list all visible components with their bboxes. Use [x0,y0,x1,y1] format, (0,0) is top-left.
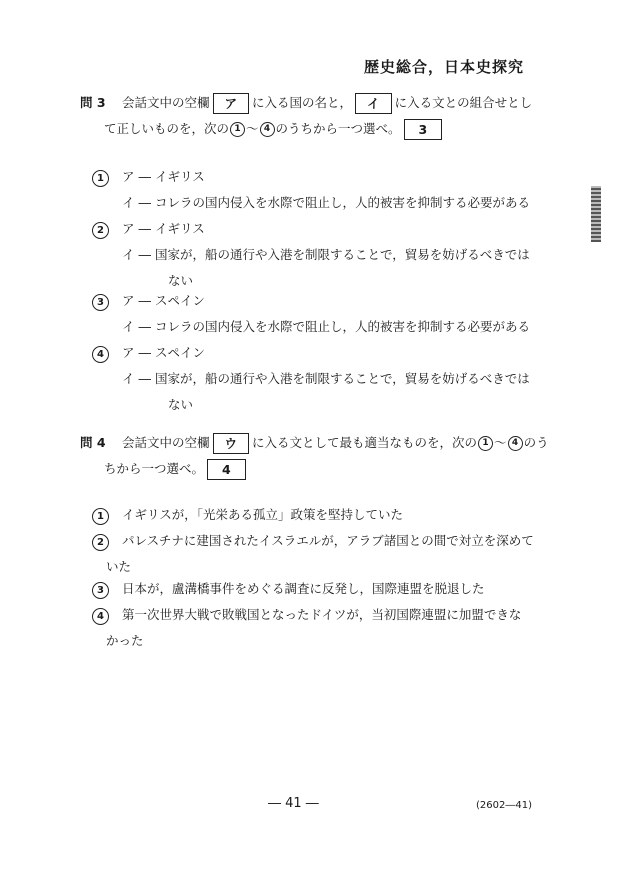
question-3-stem [104,90,533,142]
option-statement: イ ― コレラの国内侵入を水際で阻止し，人的被害を抑制する必要がある [122,319,530,334]
option-text: 第一次世界大戦で敗戦国となったドイツが，当初国際連盟に加盟できな [122,607,522,622]
subject-header: 歴史総合，日本史探究 [363,58,524,76]
option-number: 3 [92,582,109,599]
option-text-cont: かった [106,633,144,648]
option-statement: イ ― 国家が，船の通行や入港を制限することで，貿易を妨げるべきでは [122,247,530,262]
tilde: ～ [246,121,259,136]
stem-text: ちから一つ選べ。 [104,461,205,476]
option-text-cont: いた [106,559,132,574]
option-number: 1 [92,508,109,525]
page-tab-marker [591,186,601,242]
option-statement: イ ― 国家が，船の通行や入港を制限することで，貿易を妨げるべきでは [122,371,530,386]
range-end-mark: 4 [260,122,275,137]
stem-text: に入る文として最も適当なものを，次の [252,435,478,450]
option-number: 1 [92,170,109,187]
option-text: イギリスが，「光栄ある孤立」政策を堅持していた [122,507,404,522]
option-number: 3 [92,294,109,311]
option-number: 2 [92,534,109,551]
stem-text: のう [523,435,549,450]
stem-text: 会話文中の空欄 [122,435,210,450]
option-country: ア ― イギリス [122,221,205,236]
stem-text: て正しいものを，次の [104,121,230,136]
page-code: (2602―41) [476,800,532,811]
answer-number-box: 3 [404,119,443,140]
tilde: ～ [494,435,507,450]
option-statement-cont: ない [168,273,194,288]
answer-number-box: 4 [207,459,246,480]
range-start-mark: 1 [230,122,245,137]
blank-box-a: ア [213,93,250,114]
option-number: 2 [92,222,109,239]
option-country: ア ― スペイン [122,293,205,308]
range-start-mark: 1 [478,436,493,451]
page-number: ― 41 ― [268,796,319,811]
stem-text: に入る文との組合せとし [394,95,533,110]
option-country: ア ― イギリス [122,169,205,184]
option-statement-cont: ない [168,397,194,412]
option-text: 日本が，盧溝橋事件をめぐる調査に反発し，国際連盟を脱退した [122,581,485,596]
stem-text: 会話文中の空欄 [122,95,210,110]
option-number: 4 [92,346,109,363]
question-3-label: 問 3 [80,95,106,110]
question-4-label: 問 4 [80,435,106,450]
option-number: 4 [92,608,109,625]
stem-text: のうちから一つ選べ。 [275,121,401,136]
option-country: ア ― スペイン [122,345,205,360]
option-text: パレスチナに建国されたイスラエルが，アラブ諸国との間で対立を深めて [122,533,534,548]
question-4-stem [104,430,549,482]
option-statement: イ ― コレラの国内侵入を水際で阻止し，人的被害を抑制する必要がある [122,195,530,210]
stem-text: に入る国の名と， [252,95,353,110]
blank-box-u: ウ [213,433,250,454]
blank-box-i: イ [355,93,392,114]
range-end-mark: 4 [508,436,523,451]
